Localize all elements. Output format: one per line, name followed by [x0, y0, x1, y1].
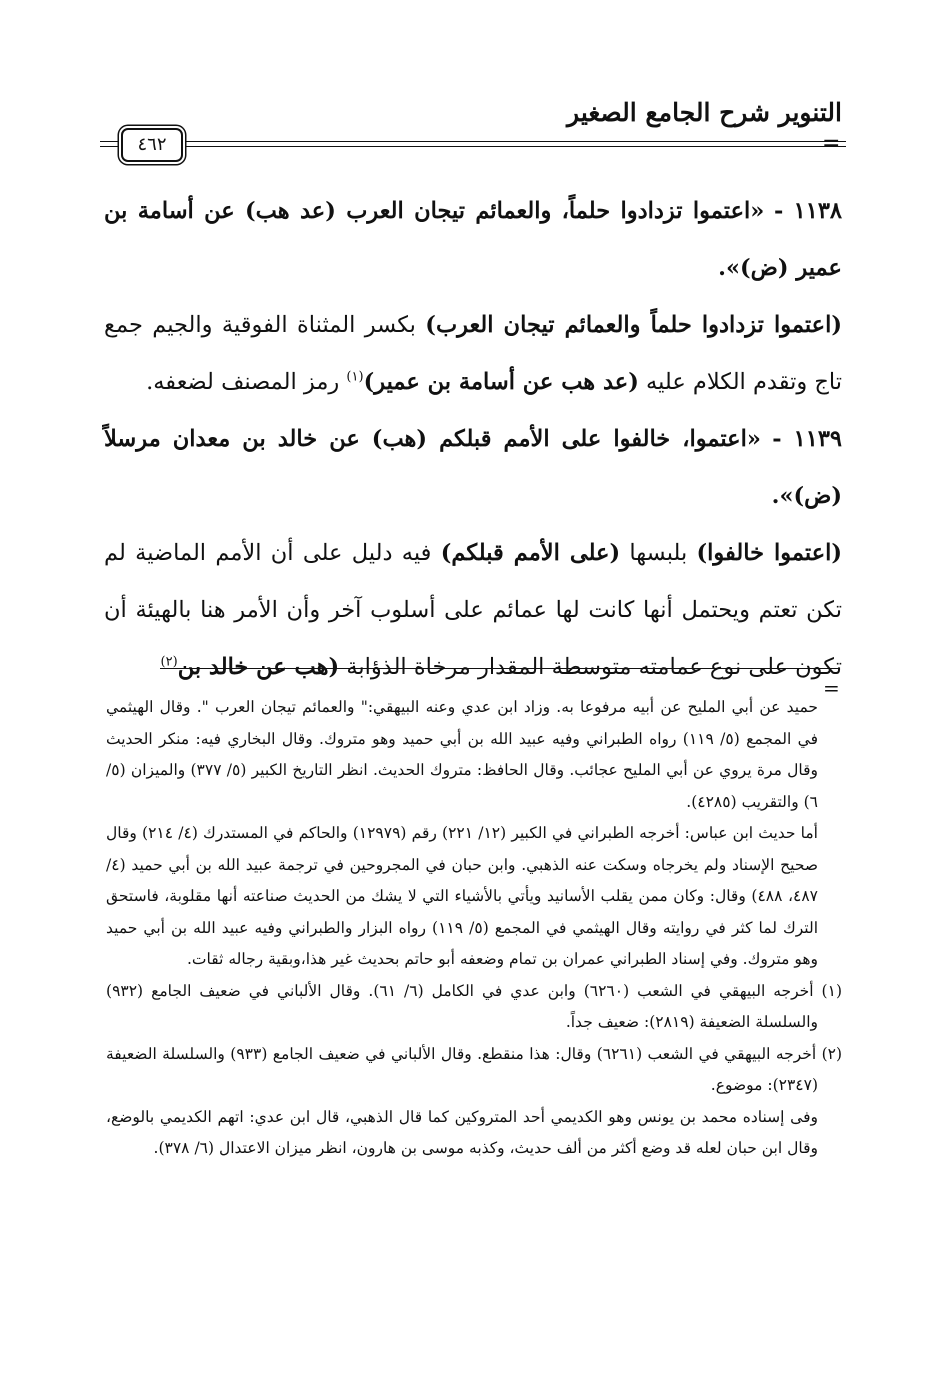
hadith-number: ١١٣٨ - [773, 198, 843, 224]
commentary-text: بلبسها [629, 540, 688, 566]
commentary-lemma: (اعتموا خالفوا) [696, 540, 843, 566]
header-rule-upper [100, 141, 846, 142]
footnote-ref: (٢) [160, 654, 178, 670]
commentary-text: بكسر المثناة الفوقية والجيم جمع تاج وتقدم الكلام عليه [104, 312, 842, 395]
commentary-1138 [104, 297, 842, 411]
main-text [104, 183, 842, 696]
commentary-text: فيه دليل على أن الأمم الماضية لم تكن تعتم ويحتمل أنها كانت لها عمائم على أسلوب آخر وأن الأمر هنا بالهيئة أن تكون على نوع عمامته متوسطة المقدار مرخاة الذؤابة [104, 540, 842, 680]
hadith-number: ١١٣٩ - [772, 426, 843, 452]
hadith-1139 [104, 411, 842, 525]
hadith-text: «اعتموا تزدادوا حلماً، والعمائم تيجان العرب (عد هب) عن أسامة بن عمير (ض)». [104, 198, 842, 281]
commentary-1139 [104, 525, 842, 696]
footnote-dash: = [823, 676, 840, 700]
footnotes [106, 692, 842, 1165]
footnote-separator [160, 668, 840, 669]
hadith-1138 [104, 183, 842, 297]
running-title: التنوير شرح الجامع الصغير [567, 98, 842, 127]
header-dash: = [822, 131, 841, 156]
hadith-text: «اعتموا، خالفوا على الأمم قبلكم (هب) عن خالد بن معدان مرسلاً (ض)». [104, 426, 842, 509]
commentary-open-paren: ( [831, 312, 842, 338]
commentary-lemma: (على الأمم قبلكم) [440, 540, 621, 566]
footnote-continuation: وفى إسناده محمد بن يونس وهو الكديمي أحد المتروكين كما قال الذهبي، قال ابن عدي: اتهم الكديمي بالوضع، وقال ابن حبان لعله قد وضع أكثر من ألف حديث، وكذبه موسى بن هارون، انظر ميزان الاعتدال (٦/ ٣٧٨). [106, 1107, 818, 1157]
page-number: ٤٦٢ [121, 128, 183, 162]
footnote-continuation: حميد عن أبي المليح عن أبيه مرفوعا به. وزاد ابن عدي وعنه البيهقي:" والعمائم تيجان العرب ". وقال الهيثمي في المجمع (٥/ ١١٩) رواه الطبراني وفيه عبيد الله بن أبي حميد وهو متروك. وقال البخاري فيه: منكر الحديث وقال مرة يروي عن أبي المليح عجائب. وقال الحافظ: متروك الحديث. انظر التاريخ الكبير (٥/ ٣٧٧) والميزان (٥/ ٦) والتقريب (٤٢٨٥). [106, 698, 818, 811]
footnote-continuation: أما حديث ابن عباس: أخرجه الطبراني في الكبير (١٢/ ٢٢١) رقم (١٢٩٧٩) والحاكم في المستدرك (٤/ ٢١٤) وقال صحيح الإسناد ولم يخرجاه وسكت عنه الذهبي. وابن حبان في المجروحين في ترجمة عبيد الله بن أبي حميد (٤/ ٤٨٧، ٤٨٨) وقال: وكان ممن يقلب الأسانيد ويأتي بالأشياء التي لا يشك من الحديث صناعته أنها مقلوبة، فاستحق الترك لما كثر في روايته وقال الهيثمي في المجمع (٥/ ١١٩) رواه البزار والطبراني وفيه عبيد الله بن أبي حميد وهو متروك. وفي إسناد الطبراني عمران بن تمام وضعفه أبو حاتم بحديث غير هذا،وبقية رجاله ثقات. [106, 824, 819, 968]
commentary-lemma: اعتموا تزدادوا حلماً والعمائم تيجان العرب) [425, 312, 832, 338]
commentary-text: رمز المصنف لضعفه. [146, 369, 340, 395]
header-rule-lower [100, 146, 846, 147]
footnote-2: (٢) أخرجه البيهقي في الشعب (٦٢٦١) وقال: هذا منقطع. وقال الألباني في ضعيف الجامع (٩٣٣) والسلسلة الضعيفة (٢٣٤٧): موضوع. [106, 1044, 843, 1094]
commentary-source: (هب عن خالد بن [177, 654, 340, 680]
footnote-ref: (١) [346, 369, 364, 385]
commentary-source: (عد هب عن أسامة بن عمير) [363, 369, 639, 395]
footnote-1: (١) أخرجه البيهقي في الشعب (٦٢٦٠) وابن عدي في الكامل (٦/ ٦١). وقال الألباني في ضعيف الجامع (٩٣٢) والسلسلة الضعيفة (٢٨١٩): ضعيف جداً. [106, 981, 842, 1031]
